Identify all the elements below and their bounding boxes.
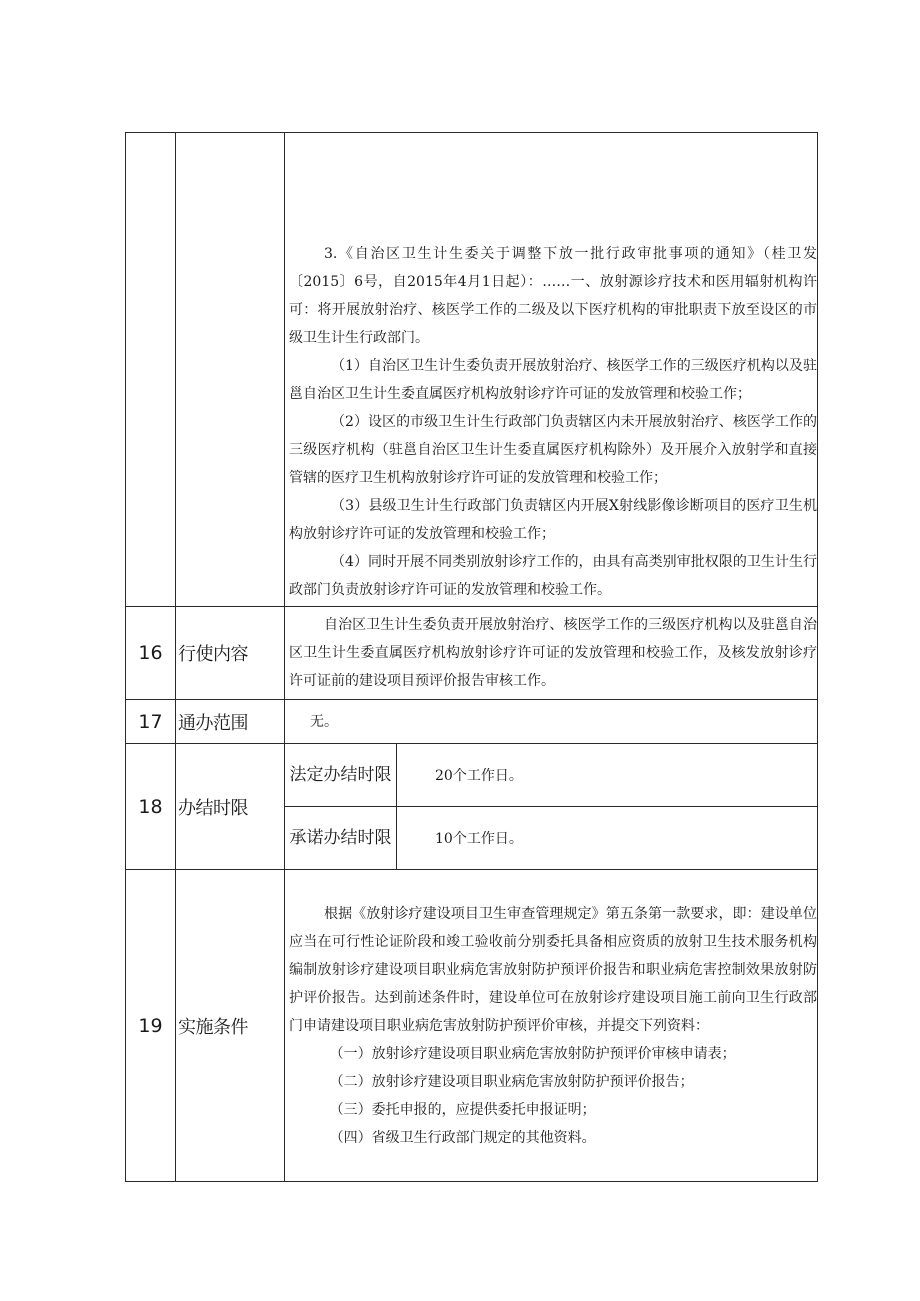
basis-paragraph: （1）自治区卫生计生委负责开展放射治疗、核医学工作的三级医疗机构以及驻邕自治区卫生计生委直属医疗机构放射诊疗许可证的发放管理和校验工作； [289,358,817,402]
row-number: 17 [126,700,176,744]
basis-paragraph: （2）设区的市级卫生计生行政部门负责辖区内未开展放射治疗、核医学工作的三级医疗机构（驻邕自治区卫生计生委直属医疗机构除外）及开展介入放射学和直接管辖的医疗卫生机构放射诊疗许可证的发放管理和校验工作； [289,414,817,486]
approval-item-table [125,132,818,1182]
table-row-16 [126,607,818,700]
item-name: 实施条件 [176,870,285,1182]
content-text: 无。 [310,713,338,730]
condition-intro: 根据《放射诊疗建设项目卫生审查管理规定》第五条第一款要求，即：建设单位应当在可行性论证阶段和竣工验收前分别委托具备相应资质的放射卫生技术服务机构编制放射诊疗建设项目职业病危害放射防护预评价报告和职业病危害控制效果放射防护评价报告。达到前述条件时，建设单位可在放射诊疗建设项目施工前向卫生行政部门申请建设项目职业病危害放射防护预评价审核，并提交下列资料： [289,905,817,1034]
row-number: 18 [126,744,176,870]
item-content [285,607,818,700]
basis-paragraph: （4）同时开展不同类别放射诊疗工作的，由具有高类别审批权限的卫生计生行政部门负责放射诊疗许可证的发放管理和校验工作。 [289,554,817,598]
basis-paragraph: 3.《自治区卫生计生委关于调整下放一批行政审批事项的通知》（桂卫发〔2015〕6号，自2015年4月1日起）：……一、放射源诊疗技术和医用辐射机构许可：将开展放射治疗、核医学工作的二级及以下医疗机构的审批职责下放至设区的市级卫生计生行政部门。 [289,246,817,346]
legal-time-limit-label: 法定办结时限 [285,744,397,807]
table-row-19 [126,870,818,1182]
promise-time-limit-label: 承诺办结时限 [285,807,397,870]
content-text: 自治区卫生计生委负责开展放射治疗、核医学工作的三级医疗机构以及驻邕自治区卫生计生委直属医疗机构放射诊疗许可证的发放管理和校验工作，及核发放射诊疗许可证前的建设项目预评价报告审核工作。 [289,617,817,689]
table-row-continuation [126,133,818,607]
promise-time-limit-value: 10个工作日。 [397,807,818,870]
num-cell-empty [126,133,176,607]
material-item: （三）委托申报的，应提供委托申报证明； [329,1101,596,1118]
material-item: （一）放射诊疗建设项目职业病危害放射防护预评价审核申请表； [329,1045,736,1062]
basis-content-cell [285,133,818,607]
row-number: 16 [126,607,176,700]
row-number: 19 [126,870,176,1182]
legal-time-limit-value: 20个工作日。 [397,744,818,807]
item-cell-empty [176,133,285,607]
item-name: 行使内容 [176,607,285,700]
item-content [285,700,818,744]
material-item: （四）省级卫生行政部门规定的其他资料。 [329,1129,596,1146]
item-name: 通办范围 [176,700,285,744]
basis-paragraph: （3）县级卫生计生行政部门负责辖区内开展X射线影像诊断项目的医疗卫生机构放射诊疗许可证的发放管理和校验工作； [289,498,817,542]
item-content [285,870,818,1182]
table-row-18-legal [126,744,818,807]
table-row-17 [126,700,818,744]
item-name: 办结时限 [176,744,285,870]
material-item: （二）放射诊疗建设项目职业病危害放射防护预评价报告； [329,1073,694,1090]
